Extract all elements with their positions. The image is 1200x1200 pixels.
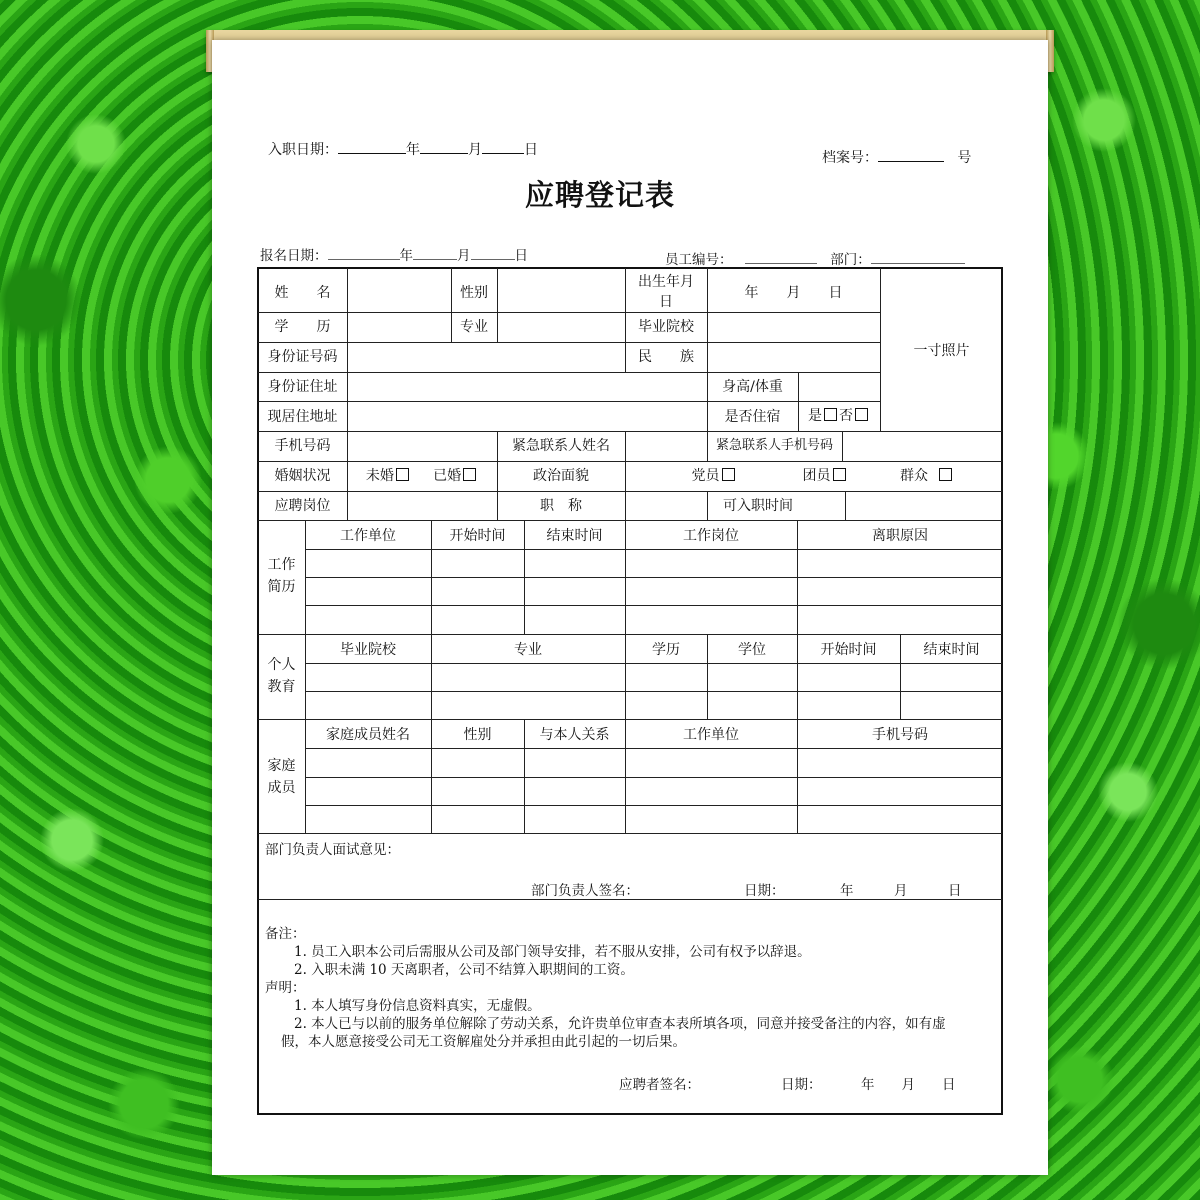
applicant-ymd[interactable]: 年 月 日 bbox=[861, 1077, 956, 1093]
unmarried-label: 未婚 bbox=[365, 468, 394, 484]
work-header: 结束时间 bbox=[546, 528, 603, 544]
grid-line bbox=[258, 634, 1002, 635]
applicant-date-label: 日期： bbox=[781, 1077, 822, 1093]
grid-line bbox=[305, 549, 1002, 550]
declaration-item: 1. 本人填写身份信息资料真实，无虚假。 bbox=[294, 998, 541, 1014]
label-birth-line1: 出生年月 bbox=[638, 274, 694, 290]
grid-line bbox=[305, 748, 1002, 749]
grid-line bbox=[258, 461, 1002, 462]
remark-item: 1. 员工入职本公司后需服从公司及部门领导安排，若不服从安排，公司有权予以辞退。 bbox=[294, 944, 811, 960]
entry-day-line bbox=[482, 139, 524, 154]
applicant-sign[interactable]: 应聘者签名： bbox=[619, 1077, 700, 1093]
entry-year-label: 年 bbox=[406, 142, 420, 158]
edu-header: 学历 bbox=[652, 642, 680, 658]
dorm-yes-label: 是 bbox=[808, 408, 822, 424]
field-gender[interactable] bbox=[497, 272, 625, 310]
dorm-yes-checkbox[interactable] bbox=[824, 408, 837, 421]
work-header: 工作单位 bbox=[340, 528, 396, 544]
label-political: 政治面貌 bbox=[533, 468, 589, 484]
department-label: 部门： bbox=[830, 252, 871, 268]
label-available: 可入职时间 bbox=[723, 498, 793, 514]
dorm-options bbox=[798, 407, 880, 425]
declaration-heading: 声明： bbox=[265, 980, 306, 996]
family-header: 家庭成员姓名 bbox=[326, 727, 410, 743]
field-name[interactable] bbox=[347, 272, 451, 310]
edu-header: 专业 bbox=[514, 642, 542, 658]
dorm-no-label: 否 bbox=[839, 408, 853, 424]
unmarried-checkbox[interactable] bbox=[396, 468, 409, 481]
married-label: 已婚 bbox=[433, 468, 462, 484]
family-header: 与本人关系 bbox=[539, 727, 610, 743]
reg-month-line bbox=[413, 245, 457, 260]
label-emergency-phone: 紧急联系人手机号码 bbox=[715, 438, 833, 453]
grid-line bbox=[258, 312, 880, 313]
label-current-address: 现居住地址 bbox=[267, 409, 338, 425]
declaration-item: 2. 本人已与以前的服务单位解除了劳动关系，允许贵单位审查本表所填各项，同意并接受备注的内容，如有虚 bbox=[294, 1016, 946, 1032]
reg-year-line bbox=[328, 245, 400, 260]
party-option bbox=[684, 467, 744, 485]
work-side-line2: 简历 bbox=[267, 579, 296, 595]
label-position: 应聘岗位 bbox=[274, 498, 331, 514]
grid-line bbox=[845, 491, 846, 520]
entry-day-label: 日 bbox=[524, 142, 538, 158]
league-label: 团员 bbox=[802, 468, 831, 484]
label-major: 专业 bbox=[460, 319, 488, 335]
form-title: 应聘登记表 bbox=[524, 178, 675, 212]
grid-line bbox=[258, 372, 880, 373]
photo-box[interactable]: 一寸照片 bbox=[913, 343, 970, 359]
family-header: 手机号码 bbox=[872, 727, 928, 743]
grid-line bbox=[305, 663, 1002, 664]
label-marital: 婚姻状况 bbox=[274, 468, 331, 484]
label-id-address: 身份证住址 bbox=[267, 379, 338, 395]
league-option bbox=[795, 467, 855, 485]
label-id-no: 身份证号码 bbox=[267, 349, 338, 365]
birth-ymd[interactable]: 年 月 日 bbox=[744, 285, 843, 301]
edu-header: 学位 bbox=[738, 642, 766, 658]
edu-side-line1: 个人 bbox=[267, 657, 296, 673]
grid-line bbox=[305, 605, 1002, 606]
interview-ymd[interactable]: 年 月 日 bbox=[840, 883, 962, 899]
label-height-weight: 身高/体重 bbox=[722, 379, 783, 395]
edu-header: 毕业院校 bbox=[340, 642, 396, 658]
department-line bbox=[871, 249, 965, 264]
grid-line bbox=[258, 401, 880, 402]
grid-line bbox=[842, 431, 843, 461]
interview-sign[interactable]: 部门负责人签名： bbox=[531, 883, 639, 899]
grid-line bbox=[305, 777, 1002, 778]
party-label: 党员 bbox=[691, 468, 720, 484]
declaration-item-cont: 假，本人愿意接受公司无工资解雇处分并承担由此引起的一切后果。 bbox=[281, 1034, 686, 1050]
dorm-no-checkbox[interactable] bbox=[855, 408, 868, 421]
label-school: 毕业院校 bbox=[638, 319, 694, 335]
work-header: 开始时间 bbox=[449, 528, 506, 544]
file-no-line bbox=[878, 147, 944, 162]
reg-day-label: 日 bbox=[514, 248, 528, 264]
label-dorm: 是否住宿 bbox=[724, 409, 781, 425]
married-checkbox[interactable] bbox=[463, 468, 476, 481]
grid-line bbox=[258, 520, 1002, 521]
grid-line bbox=[625, 431, 626, 520]
label-mobile: 手机号码 bbox=[274, 438, 331, 454]
family-header: 性别 bbox=[463, 727, 492, 743]
entry-date-label: 入职日期： bbox=[268, 142, 338, 158]
family-side-line1: 家庭 bbox=[267, 758, 296, 774]
reg-date-label: 报名日期： bbox=[260, 248, 328, 264]
grid-line bbox=[258, 431, 1002, 432]
reg-year-label: 年 bbox=[399, 248, 413, 264]
masses-label: 群众 bbox=[900, 468, 929, 484]
grid-line bbox=[258, 719, 1002, 720]
marital-options bbox=[347, 467, 497, 485]
party-checkbox[interactable] bbox=[722, 468, 735, 481]
entry-date bbox=[268, 139, 538, 159]
label-gender: 性别 bbox=[460, 285, 488, 301]
family-side-line2: 成员 bbox=[267, 780, 296, 796]
edu-header: 开始时间 bbox=[820, 642, 877, 658]
reg-date bbox=[260, 244, 528, 264]
entry-month-line bbox=[420, 139, 468, 154]
edu-side-line2: 教育 bbox=[267, 679, 296, 695]
masses-checkbox[interactable] bbox=[939, 468, 952, 481]
work-side-line1: 工作 bbox=[267, 557, 296, 573]
edu-header: 结束时间 bbox=[923, 642, 980, 658]
work-header: 工作岗位 bbox=[683, 528, 739, 544]
interview-date-label: 日期： bbox=[744, 883, 785, 899]
interview-label: 部门负责人面试意见： bbox=[265, 842, 400, 858]
label-job-title: 职 称 bbox=[540, 498, 582, 514]
grid-line bbox=[305, 805, 1002, 806]
file-no-label: 档案号： bbox=[822, 150, 878, 166]
label-birth-line2: 日 bbox=[659, 294, 673, 310]
label-emergency-name: 紧急联系人姓名 bbox=[512, 438, 610, 454]
remark-item: 2. 入职未满 10 天离职者，公司不结算入职期间的工资。 bbox=[294, 962, 634, 978]
remark-heading: 备注： bbox=[265, 926, 306, 942]
grid-line bbox=[305, 577, 1002, 578]
file-no bbox=[822, 147, 971, 167]
label-name: 姓 名 bbox=[274, 285, 331, 301]
employee-no-label: 员工编号： bbox=[665, 252, 733, 268]
entry-month-label: 月 bbox=[468, 142, 482, 158]
label-ethnicity: 民 族 bbox=[638, 349, 694, 365]
entry-year-line bbox=[338, 139, 406, 154]
grid-line bbox=[258, 899, 1002, 900]
reg-month-label: 月 bbox=[457, 248, 471, 264]
work-header: 离职原因 bbox=[872, 528, 928, 544]
label-education: 学 历 bbox=[274, 319, 331, 335]
grid-line bbox=[305, 520, 306, 833]
grid-line bbox=[305, 691, 1002, 692]
file-no-suffix: 号 bbox=[957, 150, 972, 166]
grid-line bbox=[258, 491, 1002, 492]
masses-option bbox=[897, 467, 957, 485]
employee-no-line bbox=[745, 249, 817, 264]
employee-no bbox=[665, 248, 965, 268]
league-checkbox[interactable] bbox=[833, 468, 846, 481]
reg-day-line bbox=[471, 245, 515, 260]
grid-line bbox=[258, 833, 1002, 834]
grid-line bbox=[258, 342, 880, 343]
family-header: 工作单位 bbox=[683, 727, 739, 743]
